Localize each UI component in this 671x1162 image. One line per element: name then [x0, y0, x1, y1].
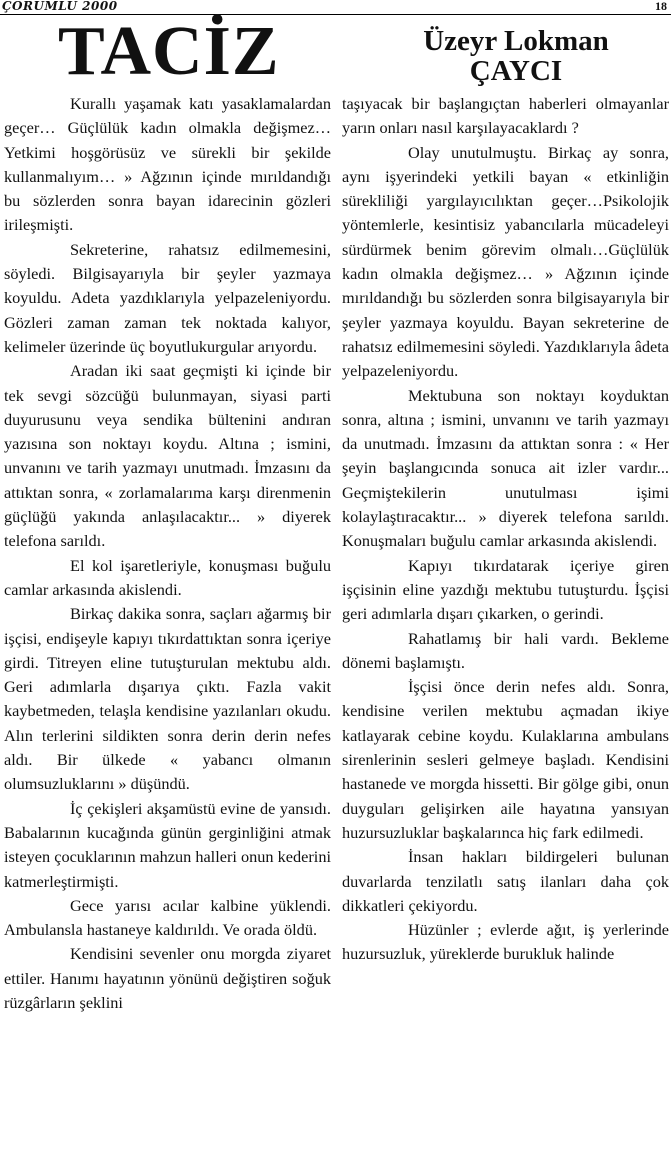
article-title: TACİZ: [58, 13, 280, 90]
paragraph: El kol işaretleriyle, konuşması buğulu camlar arkasında akislendi.: [4, 555, 331, 599]
paragraph: Hüzünler ; evlerde ağıt, iş yerlerinde huzursuzluk, yüreklerde burukluk halinde: [342, 920, 669, 964]
publication-logo: ÇORUMLU 2000: [2, 0, 118, 13]
paragraph: İç çekişleri akşamüstü evine de yansıdı. Babalarının kucağında günün gerginliğini atmak isteyen çocuklarının mahzun halleri onun kederini katmerleştirmişti.: [4, 798, 331, 891]
paragraph-continuation: taşıyacak bir başlangıçtan haberleri olmayanlar yarın onları nasıl karşılayacaklardı ?: [342, 94, 669, 138]
author-last-name: ÇAYCI: [469, 55, 563, 87]
paragraph: Kurallı yaşamak katı yasaklamalardan geçer… Güçlülük kadın olmakla değişmez… Yetkimi hoşgörüsüz ve sürekli bir şekilde kullanmalıyım… » Ağzının içinde mırıldandığı bu sözlerden sonra bayan idarecinin gözleri irileşmişti.: [4, 94, 331, 235]
paragraph: Kendisini sevenler onu morgda ziyaret ettiler. Hanımı hayatının yönünü değiştiren soğuk rüzgârların şeklini: [4, 944, 331, 1012]
paragraph: Mektubuna son noktayı koyduktan sonra, altına ; ismini, unvanını ve tarih yazmayı da unutmadı. İmzasını da attıktan sonra : « Her şeyin başlangıcında sonuca ait izler vardır... Geçmiştekilerin unutulması işimi kolaylaştıracaktır... » diyerek telefona sarıldı. Konuşmaları buğulu camlar arkasında akislendi.: [342, 385, 669, 551]
article-author: [375, 26, 657, 86]
paragraph: İnsan hakları bildirgeleri bulunan duvarlarda tenzilatlı satış ilanları daha çok dikkatleri çekiyordu.: [342, 847, 669, 915]
paragraph: Olay unutulmuştu. Birkaç ay sonra, aynı işyerindeki yetkili bayan « etkinliğin sürekliliği yargılayıcılıktan geçer…Psikolojik yöntemlerle, kesintisiz yabancılarla mücadeleyi sürdürmek benim görevim olmalı…Güçlülük kadın olmakla değişmez… » Ağzının içinde mırıldandığı bu sözlerden sonra bilgisayarıyla bir şeyler yazmaya koyuldu. Bayan sekreterine de rahatsız edilmemesini söyledi. Yazdıklarıyla âdeta yelpazeleniyordu.: [342, 142, 669, 381]
paragraph: Kapıyı tıkırdatarak içeriye giren işçisinin eline yazdığı mektubu tutuşturdu. İşçisi geri adımlarla dışarı çıkarken, o gerindi.: [342, 555, 669, 624]
author-first-name: Üzeyr Lokman: [423, 25, 609, 57]
paragraph: Gece yarısı acılar kalbine yüklendi. Ambulansla hastaneye kaldırıldı. Ve orada öldü.: [4, 895, 331, 940]
right-column: [342, 92, 669, 967]
paragraph: Rahatlamış bir hali vardı. Bekleme dönemi başlamıştı.: [342, 628, 669, 672]
paragraph: İşçisi önce derin nefes aldı. Sonra, kendisine verilen mektubu açmadan ikiye katlayarak cebine koydu. Kulaklarına ambulans sirenlerinin sesleri gelmeye başladı. Kendisini hastanede ve morgda hissetti. Bir gölge gibi, onun duyguları gelişirken aile hayatına yansıyan huzursuzluklar başkalarınca hiç fark edilmedi.: [342, 677, 669, 842]
paragraph: Aradan iki saat geçmişti ki içinde bir tek sevgi sözcüğü bulunmayan, siyasi parti duyurusunu veya sendika bültenini andıran yazısına son noktayı koydu. Altına ; ismini, unvanını ve tarih yazmayı unutmadı. İmzasını da attıktan sonra, « zorlamalarıma karşı direnmenin güçlüğü yakında anlaşılacaktır... » diyerek telefona sarıldı.: [4, 361, 331, 551]
page-number: 18: [655, 0, 667, 13]
paragraph: Birkaç dakika sonra, saçları ağarmış bir işçisi, endişeyle kapıyı tıkırdattıktan sonra içeriye girdi. Titreyen eline tutuşturulan mektubu aldı. Geri adımlarla dışarıya çıktı. Fazla vakit kaybetmeden, telaşla kendisine yazılanları okudu. Alın terlerini sildikten sonra derin derin nefes aldı. Bir ülkede « yabancı olmanın olumsuzluklarını » düşündü.: [4, 604, 331, 794]
paragraph: Sekreterine, rahatsız edilmemesini, söyledi. Bilgisayarıyla bir şeyler yazmaya koyuldu. Adeta yazdıklarıyla yelpazeleniyordu. Gözleri zaman zaman tek noktada kalıyor, kelimeler üzerinde üç boyutlukurgular arıyordu.: [4, 239, 331, 356]
left-column: [4, 92, 331, 1015]
